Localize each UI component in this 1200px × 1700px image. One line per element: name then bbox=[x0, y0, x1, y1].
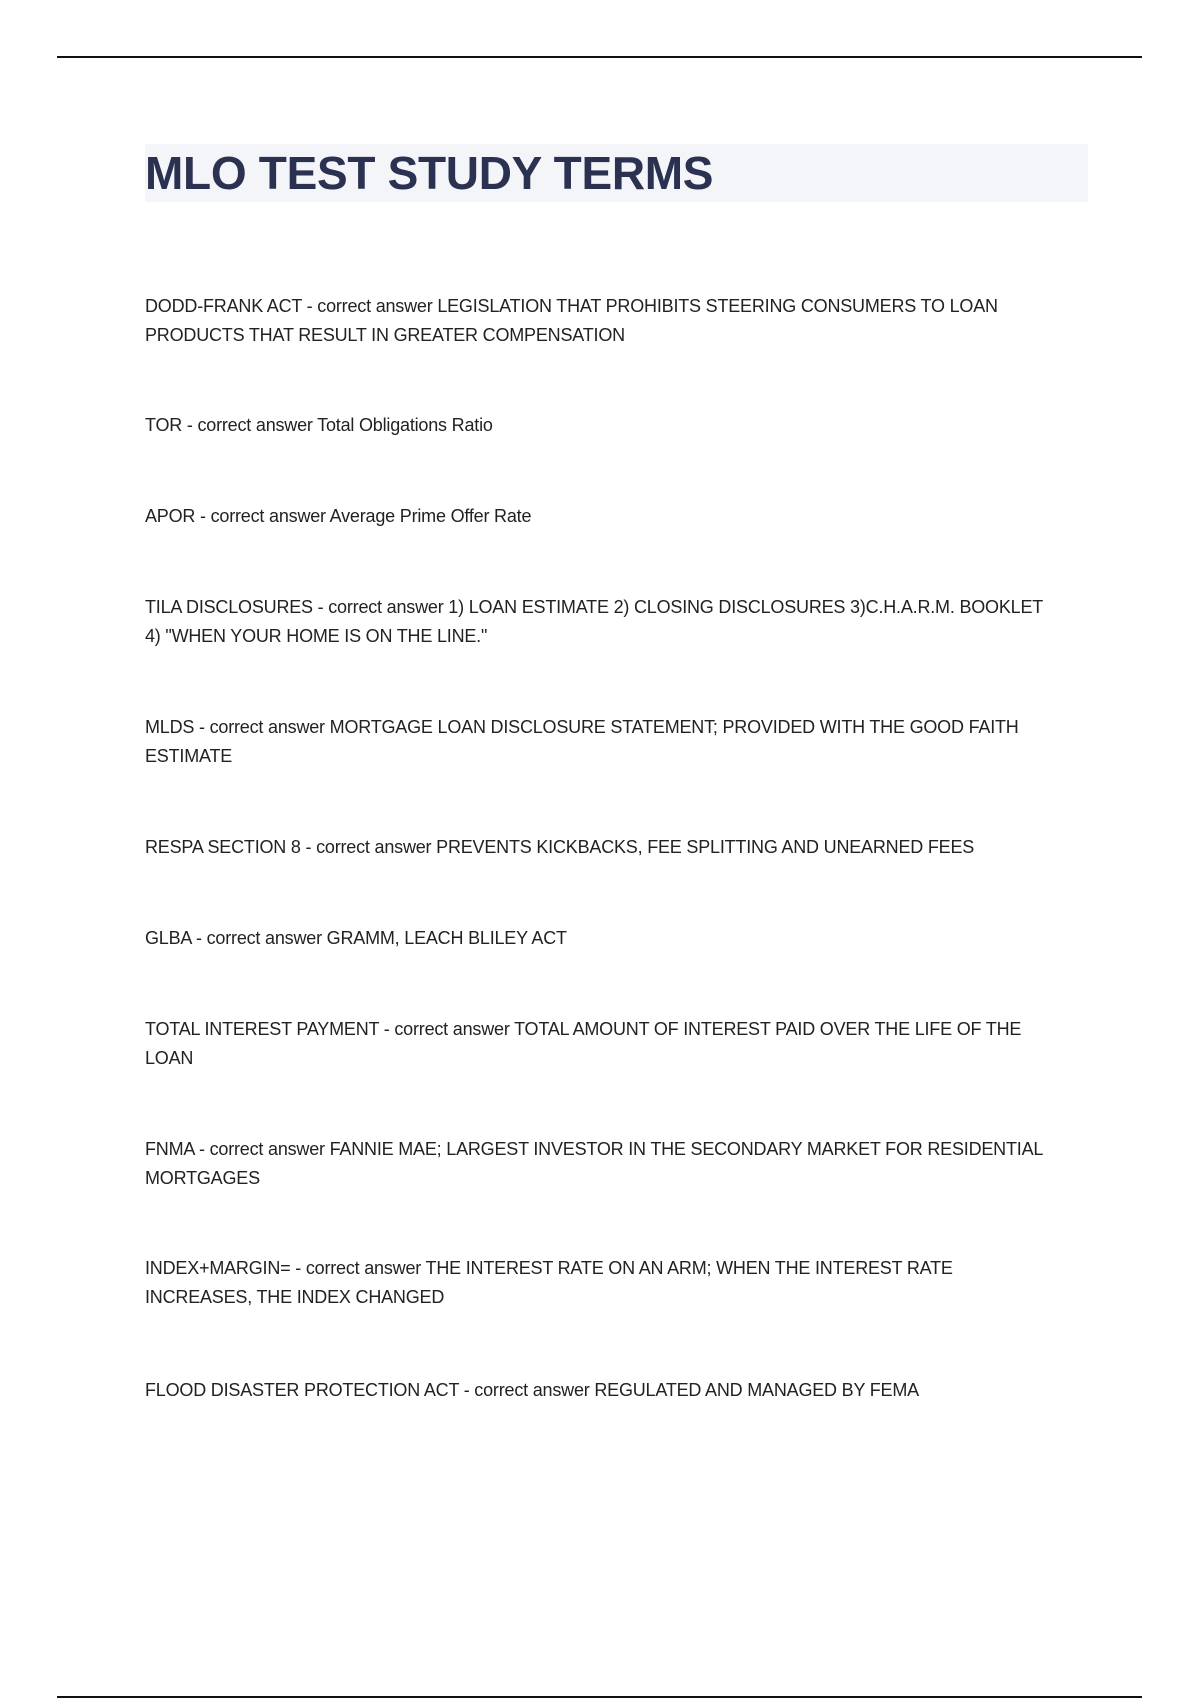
term-entry bbox=[145, 1015, 1105, 1073]
term-entry-line: RESPA SECTION 8 - correct answer PREVENTS KICKBACKS, FEE SPLITTING AND UNEARNED FEES bbox=[145, 837, 975, 857]
term-entry bbox=[145, 292, 1105, 350]
term-entry-line: TOR - correct answer Total Obligations Ratio bbox=[145, 415, 493, 435]
term-entry-line: LOAN bbox=[145, 1048, 194, 1068]
term-entry-line: INCREASES, THE INDEX CHANGED bbox=[145, 1287, 445, 1307]
footer-rule bbox=[57, 1696, 1142, 1698]
term-entry-line: MLDS - correct answer MORTGAGE LOAN DISCLOSURE STATEMENT; PROVIDED WITH THE GOOD FAITH bbox=[145, 717, 1019, 737]
term-entry-line: FNMA - correct answer FANNIE MAE; LARGEST INVESTOR IN THE SECONDARY MARKET FOR RESIDENTIAL bbox=[145, 1139, 1044, 1159]
page-title: MLO TEST STUDY TERMS bbox=[145, 147, 714, 199]
term-entry-line: APOR - correct answer Average Prime Offer Rate bbox=[145, 506, 532, 526]
term-entry bbox=[145, 833, 1105, 862]
term-entry-line: INDEX+MARGIN= - correct answer THE INTEREST RATE ON AN ARM; WHEN THE INTEREST RATE bbox=[145, 1258, 953, 1278]
term-entry bbox=[145, 924, 1105, 953]
term-entry-line: TOTAL INTEREST PAYMENT - correct answer TOTAL AMOUNT OF INTEREST PAID OVER THE LIFE OF THE bbox=[145, 1019, 1022, 1039]
term-entry bbox=[145, 1376, 1105, 1405]
term-entry bbox=[145, 1254, 1105, 1312]
term-entry bbox=[145, 593, 1105, 651]
term-entry bbox=[145, 411, 1105, 440]
term-entry bbox=[145, 502, 1105, 531]
term-entry-line: TILA DISCLOSURES - correct answer 1) LOAN ESTIMATE 2) CLOSING DISCLOSURES 3)C.H.A.R.M. BOOKLET bbox=[145, 597, 1044, 617]
term-entry bbox=[145, 713, 1105, 771]
term-entry-line: PRODUCTS THAT RESULT IN GREATER COMPENSATION bbox=[145, 325, 625, 345]
term-entry-line: 4) "WHEN YOUR HOME IS ON THE LINE." bbox=[145, 626, 488, 646]
term-entry-line: GLBA - correct answer GRAMM, LEACH BLILEY ACT bbox=[145, 928, 567, 948]
term-entry-line: DODD-FRANK ACT - correct answer LEGISLATION THAT PROHIBITS STEERING CONSUMERS TO LOAN bbox=[145, 296, 998, 316]
term-entry-line: ESTIMATE bbox=[145, 746, 233, 766]
term-entry-line: MORTGAGES bbox=[145, 1168, 260, 1188]
header-rule bbox=[57, 56, 1142, 58]
term-entry-line: FLOOD DISASTER PROTECTION ACT - correct answer REGULATED AND MANAGED BY FEMA bbox=[145, 1380, 919, 1400]
term-entry bbox=[145, 1135, 1105, 1193]
title-banner bbox=[145, 144, 1088, 202]
